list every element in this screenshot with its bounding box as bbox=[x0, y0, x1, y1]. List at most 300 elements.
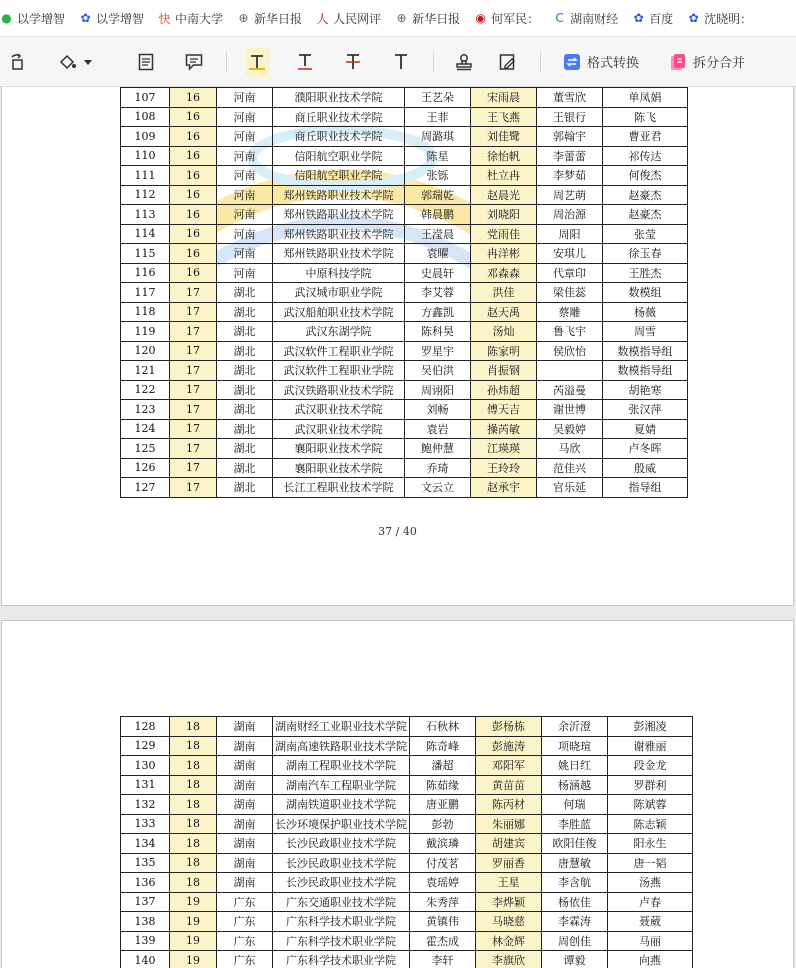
table-cell: 周治源 bbox=[537, 205, 603, 225]
globe-icon: ⊕ bbox=[396, 11, 407, 25]
table-cell: 文云立 bbox=[405, 478, 471, 498]
table-cell: 中原科技学院 bbox=[273, 263, 405, 283]
table-row bbox=[121, 478, 688, 498]
table-cell: 范佳兴 bbox=[537, 458, 603, 478]
table-cell: 彭勃 bbox=[410, 814, 476, 834]
table-cell: 136 bbox=[121, 873, 170, 893]
table-cell: 武汉城市职业学院 bbox=[273, 283, 405, 303]
table-cell: 122 bbox=[121, 380, 170, 400]
table-cell: 武汉软件工程职业学院 bbox=[273, 341, 405, 361]
table-cell: 唐慧敏 bbox=[542, 853, 608, 873]
table-cell: 陈奇峰 bbox=[410, 736, 476, 756]
table-cell: 襄阳职业技术学院 bbox=[273, 439, 405, 459]
table-cell: 指导组 bbox=[603, 478, 688, 498]
table-row bbox=[121, 127, 688, 147]
paw-icon: ✿ bbox=[80, 11, 91, 25]
table-cell: 戴滨璘 bbox=[410, 834, 476, 854]
toolbar-divider bbox=[540, 51, 541, 73]
table-cell: 冉洋彬 bbox=[471, 244, 537, 264]
people-icon: 人 bbox=[316, 11, 329, 26]
table-cell: 武汉职业技术学院 bbox=[273, 400, 405, 420]
table-row bbox=[121, 224, 688, 244]
table-row bbox=[121, 736, 693, 756]
table-cell: 116 bbox=[121, 263, 170, 283]
table-cell: 139 bbox=[121, 931, 170, 951]
document-viewer[interactable] bbox=[0, 87, 796, 968]
table-cell: 130 bbox=[121, 756, 170, 776]
table-row bbox=[121, 756, 693, 776]
table-cell: 121 bbox=[121, 361, 170, 381]
table-cell: 广东 bbox=[217, 951, 273, 968]
table-cell: 李轩 bbox=[410, 951, 476, 968]
table-row bbox=[121, 361, 688, 381]
table-cell: 汤燕 bbox=[608, 873, 693, 893]
table-cell: 王艺朵 bbox=[405, 88, 471, 108]
table-row bbox=[121, 380, 688, 400]
table-cell: 广东 bbox=[217, 892, 273, 912]
table-cell: 18 bbox=[170, 775, 217, 795]
table-cell: 卢春 bbox=[608, 892, 693, 912]
table-row bbox=[121, 439, 688, 459]
table-cell: 陈志颖 bbox=[608, 814, 693, 834]
bookmark-item[interactable] bbox=[632, 10, 673, 27]
table-row bbox=[121, 244, 688, 264]
stamp-icon[interactable] bbox=[452, 47, 476, 77]
table-cell: 16 bbox=[170, 146, 217, 166]
table-cell: 姚日红 bbox=[542, 756, 608, 776]
rotate-icon[interactable] bbox=[4, 47, 32, 77]
table-cell: 杨涵越 bbox=[542, 775, 608, 795]
table-cell: 河南 bbox=[217, 127, 273, 147]
table-cell: 石秋林 bbox=[410, 717, 476, 737]
table-cell: 吴毅婷 bbox=[537, 419, 603, 439]
table-cell: 湖南 bbox=[217, 873, 273, 893]
table-cell: 霍杰成 bbox=[410, 931, 476, 951]
table-cell: 赵豪杰 bbox=[603, 185, 688, 205]
table-cell: 湖北 bbox=[217, 400, 273, 420]
split-merge-label: 拆分合并 bbox=[693, 56, 746, 71]
pdf-toolbar bbox=[0, 37, 796, 87]
table-cell: 16 bbox=[170, 107, 217, 127]
table-cell: 赵承宇 bbox=[471, 478, 537, 498]
table-cell: 17 bbox=[170, 400, 217, 420]
table-cell: 132 bbox=[121, 795, 170, 815]
table-row bbox=[121, 322, 688, 342]
table-cell: 17 bbox=[170, 322, 217, 342]
table-cell: 126 bbox=[121, 458, 170, 478]
table-cell: 长沙环境保护职业技术学院 bbox=[273, 814, 410, 834]
table-cell: 陈茹缘 bbox=[410, 775, 476, 795]
table-cell: 宋雨晨 bbox=[471, 88, 537, 108]
table-cell: 138 bbox=[121, 912, 170, 932]
toolbar-divider bbox=[433, 51, 434, 73]
table-row bbox=[121, 341, 688, 361]
table-cell: 湖南 bbox=[217, 775, 273, 795]
table-cell: 湖南工程职业技术学院 bbox=[273, 756, 410, 776]
table-cell: 聂葳 bbox=[608, 912, 693, 932]
table-row bbox=[121, 814, 693, 834]
table-cell: 袁瑶婷 bbox=[410, 873, 476, 893]
bookmark-label: 中南大学 bbox=[175, 11, 224, 26]
table-cell: 18 bbox=[170, 795, 217, 815]
table-cell: 刘佳鹭 bbox=[471, 127, 537, 147]
table-cell: 陈斌蓉 bbox=[608, 795, 693, 815]
table-cell: 18 bbox=[170, 717, 217, 737]
table-cell: 16 bbox=[170, 185, 217, 205]
bookmark-item[interactable] bbox=[395, 10, 460, 27]
table-cell: 河南 bbox=[217, 107, 273, 127]
table-cell: 单凤娟 bbox=[603, 88, 688, 108]
bookmark-item[interactable] bbox=[553, 10, 618, 27]
bookmarks-bar bbox=[0, 0, 796, 37]
table-cell: 湖北 bbox=[217, 322, 273, 342]
table-cell: 133 bbox=[121, 814, 170, 834]
table-cell: 王玲玲 bbox=[471, 458, 537, 478]
split-merge-icon bbox=[669, 53, 687, 71]
table-cell: 乔琦 bbox=[405, 458, 471, 478]
table-cell: 陈星 bbox=[405, 146, 471, 166]
table-cell: 侯欣怡 bbox=[537, 341, 603, 361]
bookmark-item[interactable] bbox=[474, 10, 539, 27]
table-cell: 襄阳职业技术学院 bbox=[273, 458, 405, 478]
table-row bbox=[121, 107, 688, 127]
table-cell: 131 bbox=[121, 775, 170, 795]
table-cell: 湖北 bbox=[217, 341, 273, 361]
table-cell: 河南 bbox=[217, 263, 273, 283]
results-table bbox=[120, 716, 693, 968]
bookmark-label: 沈晓明： bbox=[704, 11, 753, 26]
table-cell: 湖北 bbox=[217, 380, 273, 400]
table-cell: 周雪 bbox=[603, 322, 688, 342]
table-cell: 卢冬晖 bbox=[603, 439, 688, 459]
table-cell: 137 bbox=[121, 892, 170, 912]
table-cell: 王飞燕 bbox=[471, 107, 537, 127]
table-cell: 周潞琪 bbox=[405, 127, 471, 147]
table-cell: 欧阳佳俊 bbox=[542, 834, 608, 854]
table-cell: 谢雅丽 bbox=[608, 736, 693, 756]
table-cell: 李蕾蕾 bbox=[537, 146, 603, 166]
table-cell: 夏婧 bbox=[603, 419, 688, 439]
table-cell: 史晨轩 bbox=[405, 263, 471, 283]
table-cell: 唐亚鹏 bbox=[410, 795, 476, 815]
table-cell: 广东 bbox=[217, 912, 273, 932]
table-cell: 129 bbox=[121, 736, 170, 756]
table-cell: 信阳航空职业学院 bbox=[273, 166, 405, 186]
table-cell: 郑州铁路职业技术学院 bbox=[273, 244, 405, 264]
table-cell: 谢世博 bbox=[537, 400, 603, 420]
table-cell: 125 bbox=[121, 439, 170, 459]
table-cell: 数模指导组 bbox=[603, 361, 688, 381]
table-cell: 李烨颖 bbox=[476, 892, 542, 912]
table-cell: 祁传达 bbox=[603, 146, 688, 166]
bookmark-label: 人民网评 bbox=[333, 11, 382, 26]
table-cell: 方鑫凯 bbox=[405, 302, 471, 322]
table-cell: 唐一韬 bbox=[608, 853, 693, 873]
table-cell: 罗丽香 bbox=[476, 853, 542, 873]
table-cell: 张汉萍 bbox=[603, 400, 688, 420]
table-cell: 邓阳军 bbox=[476, 756, 542, 776]
table-cell: 17 bbox=[170, 478, 217, 498]
table-cell: 濮阳职业技术学院 bbox=[273, 88, 405, 108]
table-cell: 赵豪杰 bbox=[603, 205, 688, 225]
table-row bbox=[121, 146, 688, 166]
format-convert-icon bbox=[563, 53, 581, 71]
table-cell: 孙炜超 bbox=[471, 380, 537, 400]
format-convert-button[interactable] bbox=[563, 47, 639, 77]
table-cell: 湖南铁道职业技术学院 bbox=[273, 795, 410, 815]
table-cell: 140 bbox=[121, 951, 170, 968]
table-cell: 123 bbox=[121, 400, 170, 420]
table-cell: 武汉软件工程职业学院 bbox=[273, 361, 405, 381]
table-cell: 湖北 bbox=[217, 302, 273, 322]
comment-icon[interactable] bbox=[182, 47, 206, 77]
table-cell: 彭杨栋 bbox=[476, 717, 542, 737]
news-icon: 快 bbox=[158, 11, 171, 26]
table-cell: 袁曜 bbox=[405, 244, 471, 264]
table-cell: 朱秀萍 bbox=[410, 892, 476, 912]
table-cell: 16 bbox=[170, 166, 217, 186]
table-cell: 河南 bbox=[217, 88, 273, 108]
table-cell: 数模组 bbox=[603, 283, 688, 303]
table-cell: 段金龙 bbox=[608, 756, 693, 776]
table-cell: 128 bbox=[121, 717, 170, 737]
table-cell: 周创佳 bbox=[542, 931, 608, 951]
split-merge-button[interactable] bbox=[669, 47, 745, 77]
table-cell: 马欣 bbox=[537, 439, 603, 459]
text-box-icon[interactable] bbox=[389, 47, 413, 77]
table-cell: 107 bbox=[121, 88, 170, 108]
table-cell: 李梦茹 bbox=[537, 166, 603, 186]
table-cell: 16 bbox=[170, 244, 217, 264]
table-row bbox=[121, 775, 693, 795]
table-cell: 郑州铁路职业技术学院 bbox=[273, 205, 405, 225]
table-cell: 付茂茗 bbox=[410, 853, 476, 873]
table-cell: 党雨佳 bbox=[471, 224, 537, 244]
table-cell: 王星 bbox=[476, 873, 542, 893]
green-dot-icon: ● bbox=[1, 11, 12, 25]
table-cell: 河南 bbox=[217, 224, 273, 244]
bookmark-item[interactable] bbox=[237, 10, 302, 27]
table-cell: 长沙民政职业技术学院 bbox=[273, 834, 410, 854]
table-row bbox=[121, 853, 693, 873]
table-cell: 黄苗苗 bbox=[476, 775, 542, 795]
table-cell: 17 bbox=[170, 341, 217, 361]
table-cell: 16 bbox=[170, 205, 217, 225]
table-cell: 刘畅 bbox=[405, 400, 471, 420]
bookmark-item[interactable] bbox=[687, 10, 752, 27]
table-cell: 长江工程职业技术学院 bbox=[273, 478, 405, 498]
table-cell: 18 bbox=[170, 873, 217, 893]
table-cell: 120 bbox=[121, 341, 170, 361]
bookmark-label: 何军民： bbox=[491, 11, 540, 26]
table-cell: 17 bbox=[170, 380, 217, 400]
table-cell: 河南 bbox=[217, 185, 273, 205]
table-cell: 17 bbox=[170, 439, 217, 459]
table-cell: 17 bbox=[170, 361, 217, 381]
table-row bbox=[121, 912, 693, 932]
table-cell: 张铄 bbox=[405, 166, 471, 186]
table-row bbox=[121, 931, 693, 951]
table-cell: 王银行 bbox=[537, 107, 603, 127]
table-cell: 数模指导组 bbox=[603, 341, 688, 361]
table-cell: 阳永生 bbox=[608, 834, 693, 854]
table-row bbox=[121, 302, 688, 322]
table-cell: 杨薇 bbox=[603, 302, 688, 322]
table-cell: 17 bbox=[170, 283, 217, 303]
table-cell: 陈科昊 bbox=[405, 322, 471, 342]
table-cell: 吴伯洪 bbox=[405, 361, 471, 381]
table-cell: 信阳航空职业学院 bbox=[273, 146, 405, 166]
bookmark-label: 新华日报 bbox=[412, 11, 461, 26]
highlight-text-icon[interactable] bbox=[245, 47, 269, 77]
bookmark-label: 百度 bbox=[649, 11, 674, 26]
table-cell: 17 bbox=[170, 419, 217, 439]
table-cell: 曹亚君 bbox=[603, 127, 688, 147]
table-cell: 湖南高速铁路职业技术学院 bbox=[273, 736, 410, 756]
bookmark-label: 湖南财经 bbox=[570, 11, 619, 26]
table-cell: 郭瑞乾 bbox=[405, 185, 471, 205]
table-cell: 湖北 bbox=[217, 478, 273, 498]
page-number: 37 / 40 bbox=[378, 525, 417, 538]
table-cell: 向燕 bbox=[608, 951, 693, 968]
table-cell: 18 bbox=[170, 736, 217, 756]
table-row bbox=[121, 88, 688, 108]
table-cell: 王滢晨 bbox=[405, 224, 471, 244]
c-logo-icon: C bbox=[555, 11, 564, 25]
table-cell: 湖南财经工业职业技术学院 bbox=[273, 717, 410, 737]
bookmark-item[interactable] bbox=[158, 10, 223, 27]
table-cell: 何瑞 bbox=[542, 795, 608, 815]
fill-color-button[interactable] bbox=[54, 47, 98, 77]
table-cell: 李旗欣 bbox=[476, 951, 542, 968]
table-cell: 108 bbox=[121, 107, 170, 127]
table-cell: 135 bbox=[121, 853, 170, 873]
table-cell: 李艾蓉 bbox=[405, 283, 471, 303]
table-cell: 马晓慈 bbox=[476, 912, 542, 932]
table-cell: 18 bbox=[170, 834, 217, 854]
table-cell: 黄镇伟 bbox=[410, 912, 476, 932]
table-cell: 芮溢曼 bbox=[537, 380, 603, 400]
table-cell: 梁佳蕊 bbox=[537, 283, 603, 303]
table-cell: 李胜蓝 bbox=[542, 814, 608, 834]
paw-icon: ✿ bbox=[633, 11, 644, 25]
table-cell: 16 bbox=[170, 224, 217, 244]
table-cell: 湖北 bbox=[217, 439, 273, 459]
paw-icon: ✿ bbox=[688, 11, 699, 25]
table-row bbox=[121, 419, 688, 439]
table-cell: 郑州铁路职业技术学院 bbox=[273, 185, 405, 205]
table-cell: 武汉东湖学院 bbox=[273, 322, 405, 342]
table-cell: 王胜杰 bbox=[603, 263, 688, 283]
results-table bbox=[120, 87, 688, 498]
table-row bbox=[121, 166, 688, 186]
table-cell: 傅天吉 bbox=[471, 400, 537, 420]
table-row bbox=[121, 458, 688, 478]
table-cell: 110 bbox=[121, 146, 170, 166]
table-cell: 湖南 bbox=[217, 853, 273, 873]
table-cell: 马丽 bbox=[608, 931, 693, 951]
table-cell: 操芮敏 bbox=[471, 419, 537, 439]
strikethrough-text-icon[interactable] bbox=[341, 47, 365, 77]
underline-text-icon[interactable] bbox=[293, 47, 317, 77]
table-cell: 19 bbox=[170, 892, 217, 912]
table-cell: 湖南汽车工程职业学院 bbox=[273, 775, 410, 795]
table-cell bbox=[537, 361, 603, 381]
table-cell: 刘晓阳 bbox=[471, 205, 537, 225]
table-cell: 胡艳寒 bbox=[603, 380, 688, 400]
bookmark-label: 以学增智 bbox=[17, 11, 66, 26]
table-cell: 洪佳 bbox=[471, 283, 537, 303]
table-cell: 江瑛瑛 bbox=[471, 439, 537, 459]
table-cell: 鲁飞宇 bbox=[537, 322, 603, 342]
table-cell: 彭湘凌 bbox=[608, 717, 693, 737]
table-cell: 杨依佳 bbox=[542, 892, 608, 912]
format-convert-label: 格式转换 bbox=[587, 56, 640, 71]
table-cell: 河南 bbox=[217, 146, 273, 166]
table-cell: 陈飞 bbox=[603, 107, 688, 127]
table-cell: 杜立冉 bbox=[471, 166, 537, 186]
table-row bbox=[121, 400, 688, 420]
table-cell: 17 bbox=[170, 458, 217, 478]
table-cell: 16 bbox=[170, 88, 217, 108]
table-cell: 汤灿 bbox=[471, 322, 537, 342]
table-row bbox=[121, 263, 688, 283]
table-cell: 湖南 bbox=[217, 756, 273, 776]
table-cell: 蔡雕 bbox=[537, 302, 603, 322]
table-cell: 河南 bbox=[217, 205, 273, 225]
note-icon[interactable] bbox=[134, 47, 158, 77]
bookmark-item[interactable] bbox=[316, 10, 381, 27]
signature-icon[interactable] bbox=[496, 47, 520, 77]
table-cell: 徐玉春 bbox=[603, 244, 688, 264]
table-cell: 殷威 bbox=[603, 458, 688, 478]
table-cell: 湖北 bbox=[217, 419, 273, 439]
table-cell: 18 bbox=[170, 853, 217, 873]
table-cell: 武汉铁路职业技术学院 bbox=[273, 380, 405, 400]
table-cell: 彭施涛 bbox=[476, 736, 542, 756]
table-cell: 广东交通职业技术学院 bbox=[273, 892, 410, 912]
table-cell: 武汉职业技术学院 bbox=[273, 419, 405, 439]
bookmark-item[interactable] bbox=[0, 10, 65, 27]
table-cell: 谭毅 bbox=[542, 951, 608, 968]
table-cell: 郭翰宇 bbox=[537, 127, 603, 147]
bookmark-label: 以学增智 bbox=[96, 11, 145, 26]
table-cell: 124 bbox=[121, 419, 170, 439]
table-cell: 117 bbox=[121, 283, 170, 303]
table-cell: 119 bbox=[121, 322, 170, 342]
table-cell: 湖南 bbox=[217, 795, 273, 815]
table-cell: 罗星宇 bbox=[405, 341, 471, 361]
table-cell: 湖北 bbox=[217, 283, 273, 303]
bookmark-item[interactable] bbox=[79, 10, 144, 27]
table-row bbox=[121, 205, 688, 225]
table-row bbox=[121, 283, 688, 303]
table-cell: 长沙民政职业技术学院 bbox=[273, 873, 410, 893]
table-cell: 河南 bbox=[217, 244, 273, 264]
table-cell: 周诩阳 bbox=[405, 380, 471, 400]
table-cell: 余沂澄 bbox=[542, 717, 608, 737]
table-cell: 18 bbox=[170, 756, 217, 776]
table-cell: 董雪欣 bbox=[537, 88, 603, 108]
table-cell: 郑州铁路职业技术学院 bbox=[273, 224, 405, 244]
table-cell: 114 bbox=[121, 224, 170, 244]
table-cell: 胡建宾 bbox=[476, 834, 542, 854]
table-cell: 代章印 bbox=[537, 263, 603, 283]
table-cell: 商丘职业技术学院 bbox=[273, 107, 405, 127]
table-cell: 湖南 bbox=[217, 717, 273, 737]
table-cell: 肖振钢 bbox=[471, 361, 537, 381]
table-cell: 张莹 bbox=[603, 224, 688, 244]
